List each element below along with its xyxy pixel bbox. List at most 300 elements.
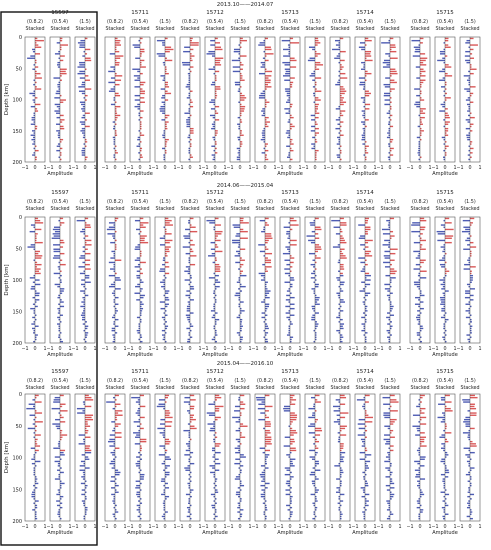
trace-bundle	[182, 38, 199, 160]
trace-fill	[365, 152, 368, 153]
trace-fill	[165, 474, 169, 475]
trace-fill	[265, 126, 268, 127]
trace-fill	[215, 58, 223, 59]
trace-fill	[139, 507, 141, 508]
trace-fill	[239, 304, 241, 305]
trace-fill	[84, 339, 86, 340]
trace-fill	[470, 494, 474, 495]
trace-fill	[390, 115, 392, 116]
trace-fill	[444, 244, 446, 245]
trace-fill	[35, 77, 42, 78]
trace-fill	[364, 404, 366, 405]
trace-fill	[390, 410, 398, 411]
trace-fill	[213, 126, 215, 127]
trace-fill	[290, 507, 292, 508]
trace-fill	[364, 113, 366, 114]
x-tick-label: 0	[263, 166, 267, 171]
trace-fill	[445, 456, 447, 457]
trace-fill	[340, 73, 345, 74]
trace-fill	[265, 224, 269, 225]
trace-fill	[189, 478, 191, 479]
trace-fill	[115, 456, 117, 457]
trace-fill	[214, 476, 216, 477]
trace-fill	[365, 461, 370, 462]
x-tick-label: 1	[428, 347, 432, 352]
trace-fill	[338, 432, 340, 433]
trace-fill	[333, 406, 340, 407]
trace-fill	[85, 275, 89, 276]
trace-fill	[265, 487, 268, 488]
trace-fill	[440, 53, 445, 54]
trace-fill	[115, 518, 117, 519]
trace-fill	[140, 150, 142, 151]
trace-fill	[290, 503, 292, 504]
stacked-label: Stacked	[280, 386, 300, 391]
station-label: 15711	[131, 10, 149, 16]
trace-fill	[311, 119, 315, 120]
trace-fill	[35, 326, 39, 327]
trace-fill	[140, 297, 143, 298]
trace-fill	[137, 139, 140, 140]
trace-fill	[420, 238, 422, 239]
trace-fill	[109, 439, 115, 440]
y-tick-label: 100	[12, 455, 22, 462]
trace-fill	[240, 135, 244, 136]
trace-fill	[85, 244, 92, 245]
trace-fill	[60, 260, 62, 261]
trace-fill	[389, 110, 391, 111]
trace-fill	[470, 514, 472, 515]
trace-fill	[236, 476, 240, 477]
trace-fill	[417, 286, 420, 287]
trace-fill	[365, 58, 367, 59]
trace-fill	[340, 146, 342, 147]
trace-fill	[60, 421, 65, 422]
trace-fill	[211, 249, 215, 250]
trace-fill	[79, 91, 85, 92]
trace-fill	[365, 242, 368, 243]
trace-fill	[214, 229, 216, 230]
trace-fill	[365, 295, 368, 296]
y-tick-label: 150	[12, 487, 22, 494]
trace-fill	[140, 310, 142, 311]
trace-fill	[140, 38, 143, 39]
trace-fill	[32, 317, 35, 318]
trace-fill	[214, 284, 216, 285]
trace-fill	[365, 240, 373, 241]
trace-fill	[466, 426, 470, 427]
trace-fill	[215, 511, 217, 512]
trace-fill	[238, 268, 240, 269]
trace-fill	[35, 253, 38, 254]
trace-fill	[290, 229, 292, 230]
trace-fill	[336, 399, 340, 400]
trace-fill	[442, 412, 445, 413]
trace-fill	[35, 293, 40, 294]
trace-fill	[35, 284, 40, 285]
trace-fill	[466, 135, 470, 136]
trace-fill	[35, 75, 37, 76]
trace-fill	[390, 423, 393, 424]
trace-fill	[82, 319, 85, 320]
trace-fill	[390, 293, 393, 294]
trace-fill	[138, 244, 140, 245]
trace-fill	[235, 459, 240, 460]
trace-fill	[140, 288, 143, 289]
trace-fill	[420, 478, 425, 479]
trace-fill	[60, 253, 64, 254]
trace-fill	[85, 58, 91, 59]
x-tick-label: 0	[313, 347, 317, 352]
trace-fill	[388, 428, 390, 429]
trace-fill	[364, 516, 366, 517]
trace-fill	[140, 55, 142, 56]
trace-fill	[33, 95, 35, 96]
trace-fill	[389, 459, 391, 460]
trace-fill	[463, 421, 470, 422]
trace-fill	[159, 271, 165, 272]
trace-fill	[165, 326, 168, 327]
trace-fill	[420, 75, 426, 76]
trace-fill	[466, 334, 470, 335]
x-tick-label: −1	[176, 347, 184, 352]
trace-fill	[240, 395, 244, 396]
trace-fill	[189, 404, 191, 405]
trace-fill	[35, 262, 37, 263]
trace-fill	[187, 317, 190, 318]
x-axis-label: Amplitude	[202, 171, 228, 177]
x-tick-label: 1	[273, 347, 277, 352]
trace-fill	[189, 448, 191, 449]
trace-fill	[365, 395, 370, 396]
trace-fill	[35, 476, 37, 477]
trace-fill	[161, 494, 165, 495]
trace-fill	[80, 255, 85, 256]
trace-fill	[415, 49, 420, 50]
trace-fill	[384, 461, 390, 462]
trace-fill	[285, 273, 290, 274]
trace-fill	[340, 99, 343, 100]
trace-fill	[238, 253, 240, 254]
stacked-label: Stacked	[205, 207, 225, 212]
trace-fill	[190, 439, 192, 440]
trace-fill	[190, 55, 194, 56]
trace-fill	[315, 463, 319, 464]
trace-fill	[287, 334, 290, 335]
trace-fill	[83, 246, 85, 247]
trace-fill	[339, 260, 341, 261]
trace-fill	[34, 454, 36, 455]
trace-fill	[337, 82, 340, 83]
trace-fill	[469, 286, 471, 287]
trace-fill	[365, 255, 372, 256]
x-tick-label: 1	[68, 525, 72, 530]
trace-fill	[60, 437, 62, 438]
trace-fill	[162, 463, 165, 464]
trace-fill	[165, 47, 171, 48]
trace-fill	[114, 157, 116, 158]
trace-fill	[189, 500, 191, 501]
trace-fill	[445, 152, 447, 153]
station-label: 15597	[51, 369, 69, 375]
trace-fill	[60, 507, 62, 508]
trace-fill	[33, 498, 35, 499]
frequency-label: (1.5)	[234, 20, 246, 25]
trace-fill	[312, 315, 315, 316]
trace-fill	[35, 426, 37, 427]
trace-fill	[83, 472, 85, 473]
trace-fill	[33, 137, 35, 138]
trace-fill	[470, 441, 473, 442]
station-label: 15712	[206, 369, 224, 375]
trace-fill	[35, 255, 42, 256]
trace-fill	[114, 266, 116, 267]
trace-fill	[34, 64, 36, 65]
trace-fill	[390, 401, 399, 402]
trace-fill	[469, 489, 471, 490]
trace-fill	[140, 121, 142, 122]
trace-fill	[265, 406, 273, 407]
trace-fill	[265, 266, 272, 267]
trace-fill	[190, 415, 194, 416]
trace-fill	[338, 244, 340, 245]
trace-fill	[190, 40, 192, 41]
trace-fill	[467, 461, 470, 462]
trace-fill	[190, 99, 192, 100]
trace-fill	[240, 238, 248, 239]
trace-fill	[262, 135, 265, 136]
stacked-label: Stacked	[305, 207, 325, 212]
trace-fill	[420, 437, 426, 438]
frequency-label: (0.8.2)	[412, 200, 428, 205]
trace-fill	[463, 432, 470, 433]
trace-fill	[420, 511, 423, 512]
trace-fill	[417, 332, 420, 333]
trace-fill	[58, 137, 60, 138]
trace-fill	[387, 503, 390, 504]
trace-fill	[32, 154, 35, 155]
trace-fill	[134, 421, 140, 422]
trace-fill	[256, 397, 265, 398]
trace-fill	[340, 319, 343, 320]
trace-fill	[190, 408, 194, 409]
trace-bundle	[464, 38, 478, 160]
trace-fill	[215, 282, 220, 283]
trace-fill	[284, 406, 290, 407]
trace-fill	[136, 275, 140, 276]
trace-fill	[85, 119, 87, 120]
trace-fill	[140, 268, 142, 269]
trace-fill	[265, 332, 268, 333]
trace-fill	[312, 412, 315, 413]
trace-fill	[236, 439, 240, 440]
trace-fill	[157, 53, 165, 54]
trace-fill	[468, 434, 470, 435]
trace-fill	[238, 128, 240, 129]
trace-fill	[59, 277, 61, 278]
trace-fill	[214, 308, 216, 309]
trace-fill	[184, 271, 190, 272]
trace-fill	[290, 417, 297, 418]
trace-fill	[212, 467, 215, 468]
trace-fill	[417, 137, 420, 138]
trace-fill	[338, 423, 340, 424]
trace-fill	[362, 511, 365, 512]
trace-fill	[164, 500, 166, 501]
trace-fill	[237, 148, 240, 149]
trace-fill	[467, 238, 470, 239]
trace-fill	[78, 42, 85, 43]
trace-fill	[265, 286, 267, 287]
trace-fill	[442, 58, 445, 59]
trace-fill	[60, 115, 64, 116]
trace-fill	[85, 423, 88, 424]
trace-fill	[140, 110, 144, 111]
trace-fill	[287, 95, 290, 96]
trace-fill	[238, 445, 240, 446]
trace-fill	[190, 224, 192, 225]
trace-fill	[165, 472, 170, 473]
trace-fill	[464, 268, 470, 269]
trace-fill	[83, 439, 85, 440]
trace-fill	[340, 448, 343, 449]
trace-fill	[165, 332, 167, 333]
trace-fill	[240, 461, 242, 462]
trace-fill	[470, 470, 472, 471]
trace-fill	[113, 137, 115, 138]
trace-fill	[420, 249, 426, 250]
trace-fill	[82, 317, 85, 318]
trace-fill	[419, 514, 421, 515]
trace-fill	[468, 97, 470, 98]
trace-fill	[135, 80, 140, 81]
trace-fill	[240, 498, 242, 499]
trace-fill	[140, 478, 144, 479]
trace-fill	[214, 496, 216, 497]
trace-fill	[420, 271, 427, 272]
trace-fill	[260, 448, 265, 449]
trace-fill	[165, 91, 168, 92]
trace-fill	[164, 489, 166, 490]
station-label: 15597	[51, 190, 69, 196]
trace-fill	[163, 62, 165, 63]
trace-fill	[315, 108, 318, 109]
trace-fill	[365, 141, 367, 142]
trace-fill	[470, 321, 472, 322]
trace-fill	[364, 507, 366, 508]
trace-fill	[360, 459, 365, 460]
trace-fill	[60, 55, 65, 56]
trace-fill	[164, 275, 166, 276]
trace-fill	[315, 106, 318, 107]
trace-fill	[34, 432, 36, 433]
trace-fill	[140, 126, 142, 127]
x-tick-label: −1	[126, 347, 134, 352]
trace-fill	[240, 121, 242, 122]
trace-fill	[420, 277, 426, 278]
trace-fill	[30, 277, 35, 278]
trace-fill	[362, 323, 365, 324]
trace-fill	[265, 69, 267, 70]
trace-fill	[81, 104, 85, 105]
trace-fill	[237, 332, 240, 333]
trace-fill	[314, 341, 316, 342]
trace-fill	[57, 106, 60, 107]
x-tick-label: 1	[323, 166, 327, 171]
stacked-label: Stacked	[230, 386, 250, 391]
trace-bundle	[358, 218, 373, 343]
trace-fill	[215, 141, 217, 142]
trace-fill	[189, 82, 191, 83]
trace-fill	[365, 273, 369, 274]
trace-fill	[112, 293, 115, 294]
x-tick-label: 1	[373, 347, 377, 352]
trace-fill	[185, 295, 190, 296]
x-axis-label: Amplitude	[352, 530, 378, 536]
trace-fill	[415, 434, 420, 435]
trace-fill	[190, 66, 193, 67]
trace-fill	[443, 323, 445, 324]
trace-fill	[214, 483, 216, 484]
trace-fill	[60, 415, 62, 416]
trace-fill	[309, 432, 315, 433]
x-tick-label: 1	[348, 166, 352, 171]
trace-fill	[263, 113, 265, 114]
trace-fill	[115, 432, 121, 433]
trace-fill	[265, 242, 268, 243]
trace-fill	[315, 478, 319, 479]
trace-fill	[340, 472, 343, 473]
trace-fill	[84, 516, 86, 517]
trace-fill	[441, 397, 445, 398]
trace-fill	[114, 428, 116, 429]
trace-fill	[164, 509, 166, 510]
y-tick-label: 150	[12, 128, 22, 135]
trace-fill	[235, 235, 240, 236]
trace-fill	[215, 419, 218, 420]
trace-fill	[445, 290, 449, 291]
trace-fill	[445, 262, 447, 263]
trace-fill	[106, 401, 115, 402]
trace-fill	[315, 334, 317, 335]
x-tick-label: 1	[298, 347, 302, 352]
trace-fill	[258, 244, 265, 245]
trace-fill	[290, 492, 292, 493]
trace-fill	[114, 465, 116, 466]
trace-fill	[470, 95, 472, 96]
trace-fill	[140, 312, 142, 313]
trace-fill	[190, 282, 192, 283]
trace-fill	[290, 404, 295, 405]
trace-fill	[58, 443, 60, 444]
trace-fill	[265, 459, 267, 460]
trace-fill	[365, 91, 369, 92]
trace-fill	[35, 315, 37, 316]
trace-fill	[416, 66, 420, 67]
trace-fill	[212, 55, 215, 56]
trace-fill	[265, 461, 267, 462]
stacked-label: Stacked	[25, 207, 45, 212]
x-tick-label: 1	[93, 166, 97, 171]
trace-fill	[59, 326, 61, 327]
y-tick-label: 0	[18, 215, 22, 221]
trace-fill	[140, 84, 144, 85]
trace-fill	[238, 152, 240, 153]
trace-fill	[28, 428, 35, 429]
trace-fill	[442, 419, 445, 420]
trace-fill	[389, 159, 391, 160]
trace-fill	[60, 315, 63, 316]
